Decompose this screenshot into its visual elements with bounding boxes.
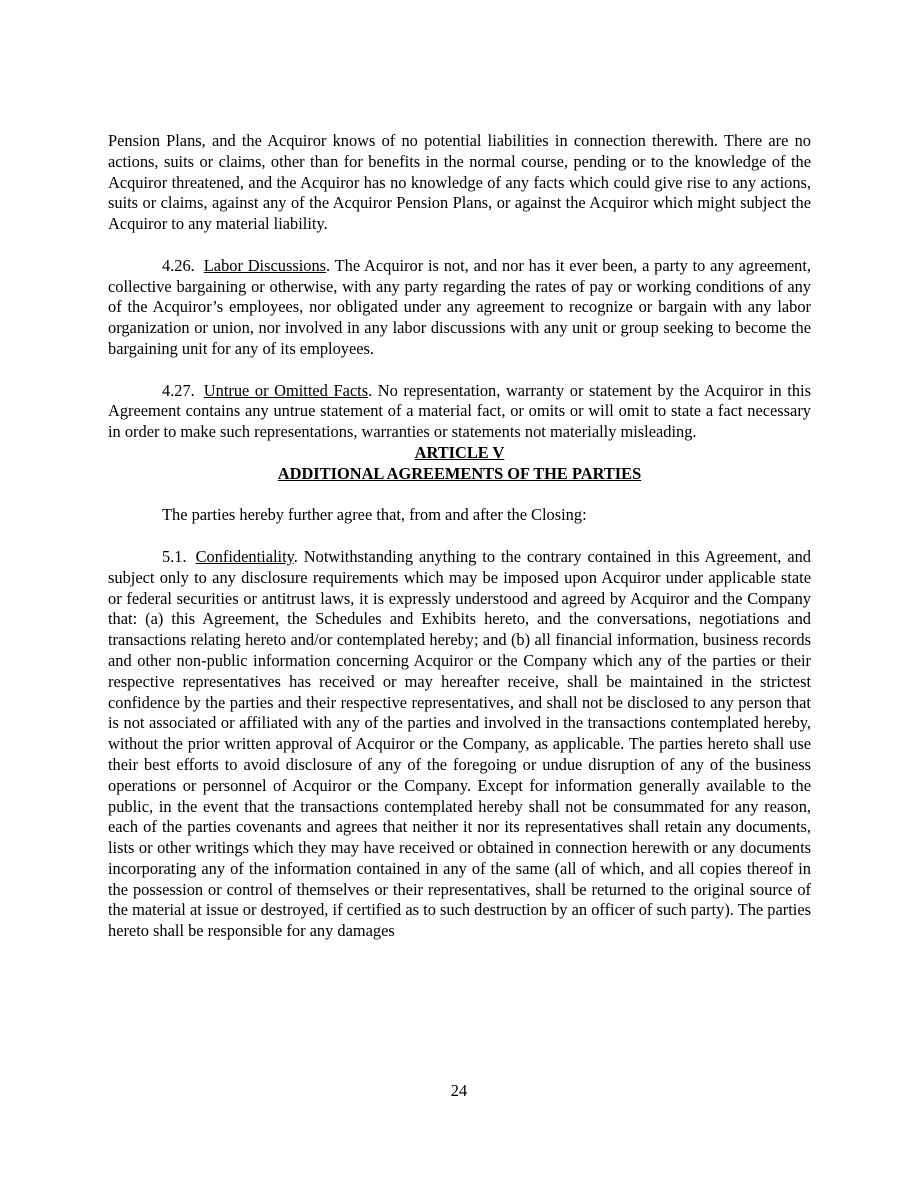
section-body: . Notwithstanding anything to the contrary contained in this Agreement, and subject only to any disclosure requirements which may be imposed upon Acquiror under applicable state or federal securities or antitrust laws, it is expressly understood and agreed by Acquiror and the Company that: (a) this Agreement, the Schedules and Exhibits hereto, and the conversations, negotiations and transactions relating hereto and/or contemplated hereby; and (b) all financial information, business records and other non-public information concerning Acquiror or the Company which any of the parties or their respective representatives has received or may hereafter receive, shall be maintained in the strictest confidence by the parties and their respective representatives, and shall not be disclosed to any person that is not associated or affiliated with any of the parties and involved in the transactions contemplated hereby, without the prior written approval of Acquiror or the Company, as applicable. The parties hereto shall use their best efforts to avoid disclosure of any of the foregoing or undue disruption of any of the business operations or personnel of Acquiror or the Company. Except for information generally available to the public, in the event that the transactions contemplated hereby shall not be consummated for any reason, each of the parties covenants and agrees that neither it nor its representatives shall retain any documents, lists or other writings which they may have received or obtained in connection herewith or any documents incorporating any of the information contained in any of the same (all of which, and all copies thereof in the possession or control of themselves or their representatives, shall be returned to the original source of the material at issue or destroyed, if certified as to such destruction by an officer of such party). The parties hereto shall be responsible for any damages: [108, 546, 811, 941]
section-title: Labor Discussions: [203, 255, 327, 275]
article-subheading: ADDITIONAL AGREEMENTS OF THE PARTIES: [277, 463, 642, 483]
section-body: . No representation, warranty or statement by the Acquiror in this Agreement contains any untrue statement of a material fact, or omits or will omit to state a fact necessary in order to make such representations, warranties or statements not materially misleading.: [108, 380, 811, 442]
opening-paragraph: Pension Plans, and the Acquiror knows of no potential liabilities in connection therewith. There are no actions, suits or claims, other than for benefits in the normal course, pending or to the knowledge of the Acquiror threatened, and the Acquiror has no knowledge of any facts which could give rise to any actions, suits or claims, against any of the Acquiror Pension Plans, or against the Acquiror which might subject the Acquiror to any material liability.: [108, 131, 811, 234]
section-4-27: [108, 381, 811, 443]
section-body: . The Acquiror is not, and nor has it ever been, a party to any agreement, collective bargaining or otherwise, with any party regarding the rates of pay or working conditions of any of the Acquiror’s employees, nor obligated under any agreement to recognize or bargain with any labor organization or union, nor involved in any labor discussions with any unit or group seeking to become the bargaining unit for any of its employees.: [108, 255, 811, 358]
section-number: 4.27.: [162, 380, 195, 400]
article-intro: The parties hereby further agree that, from and after the Closing:: [162, 505, 587, 525]
page-number: 24: [450, 1081, 468, 1100]
article-heading: ARTICLE V: [414, 442, 505, 462]
section-number: 4.26.: [162, 255, 195, 275]
section-5-1: [108, 547, 811, 942]
section-4-26: [108, 256, 811, 360]
section-number: 5.1.: [162, 546, 187, 566]
document-page: [108, 131, 811, 942]
section-title: Untrue or Omitted Facts: [203, 380, 369, 400]
section-title: Confidentiality: [195, 546, 294, 566]
